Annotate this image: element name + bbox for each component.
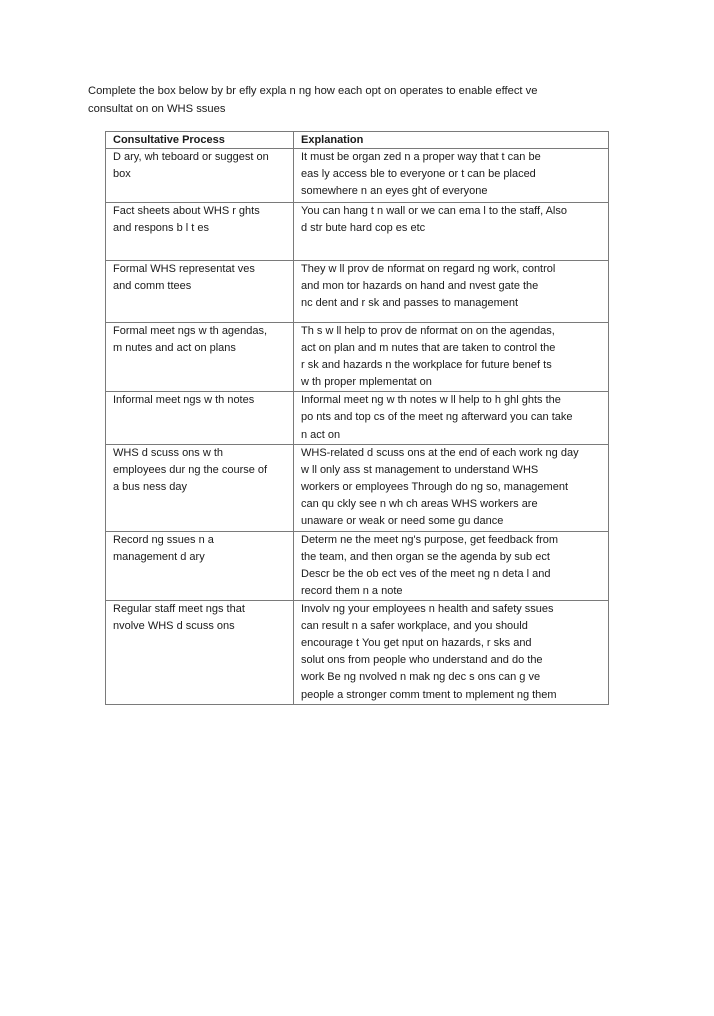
consultation-table xyxy=(105,131,609,705)
process-cell: Formal meet ngs w th agendas, m nutes and act on plans xyxy=(106,323,294,392)
process-cell: WHS d scuss ons w th employees dur ng the course of a bus ness day xyxy=(106,444,294,531)
table-row xyxy=(106,203,609,261)
header-explanation: Explanation xyxy=(294,132,609,149)
explanation-cell: Th s w ll help to prov de nformat on on the agendas, act on plan and m nutes that are taken to control the r sk and hazards n the workplace for future benef ts w th proper mplementat on xyxy=(294,323,609,392)
header-consultative-process: Consultative Process xyxy=(106,132,294,149)
table-row xyxy=(106,149,609,203)
explanation-cell: Determ ne the meet ng's purpose, get feedback from the team, and then organ se the agenda by sub ect Descr be the ob ect ves of the meet ng n deta l and record them n a note xyxy=(294,531,609,600)
explanation-cell: Informal meet ng w th notes w ll help to h ghl ghts the po nts and top cs of the meet ng afterward you can take n act on xyxy=(294,392,609,444)
instruction-text: Complete the box below by br efly expla n ng how each opt on operates to enable effect ve consultat on on WHS ssues xyxy=(88,85,538,115)
explanation-cell: You can hang t n wall or we can ema l to the staff, Also d str bute hard cop es etc xyxy=(294,203,609,261)
explanation-cell: WHS-related d scuss ons at the end of each work ng day w ll only ass st management to understand WHS workers or employees Through do ng so, management can qu ckly see n wh ch areas WHS workers are unaware or weak or need some gu dance xyxy=(294,444,609,531)
table-row xyxy=(106,261,609,323)
process-cell: Informal meet ngs w th notes xyxy=(106,392,294,444)
explanation-cell: It must be organ zed n a proper way that t can be eas ly access ble to everyone or t can be placed somewhere n an eyes ght of everyone xyxy=(294,149,609,203)
table-row xyxy=(106,323,609,392)
table-row xyxy=(106,601,609,705)
table-row xyxy=(106,392,609,444)
process-cell: Regular staff meet ngs that nvolve WHS d scuss ons xyxy=(106,601,294,705)
explanation-cell: They w ll prov de nformat on regard ng work, control and mon tor hazards on hand and nvest gate the nc dent and r sk and passes to management xyxy=(294,261,609,323)
process-cell: Fact sheets about WHS r ghts and respons b l t es xyxy=(106,203,294,261)
process-cell: Formal WHS representat ves and comm ttees xyxy=(106,261,294,323)
table-row xyxy=(106,444,609,531)
explanation-cell: Involv ng your employees n health and safety ssues can result n a safer workplace, and you should encourage t You get nput on hazards, r sks and solut ons from people who understand and do the work Be ng nvolved n mak ng dec s ons can g ve people a stronger comm tment to mplement ng them xyxy=(294,601,609,705)
table-header-row xyxy=(106,132,609,149)
process-cell: D ary, wh teboard or suggest on box xyxy=(106,149,294,203)
table-row xyxy=(106,531,609,600)
process-cell: Record ng ssues n a management d ary xyxy=(106,531,294,600)
